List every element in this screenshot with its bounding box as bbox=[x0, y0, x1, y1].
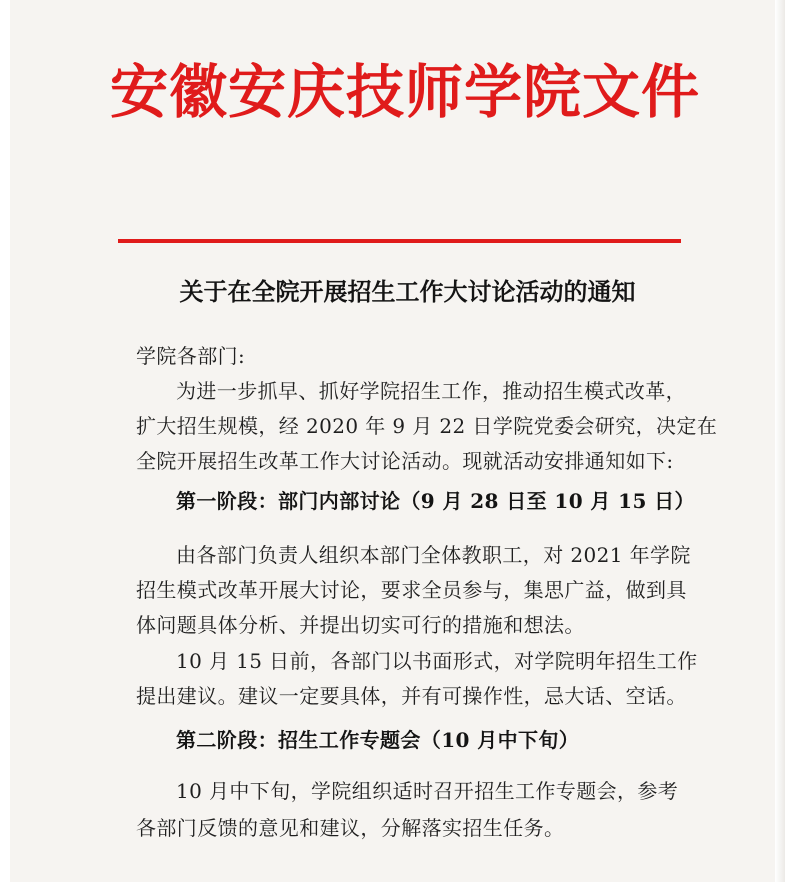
notice-title: 关于在全院开展招生工作大讨论活动的通知 bbox=[179, 277, 636, 306]
stage1-para1-line-3: 体问题具体分析、并提出切实可行的措施和想法。 bbox=[136, 613, 585, 637]
document-page bbox=[10, 0, 785, 882]
stage1-para1-line-2: 招生模式改革开展大讨论，要求全员参与，集思广益，做到具 bbox=[136, 578, 687, 602]
stage2-para-line-1: 10 月中下旬，学院组织适时召开招生工作专题会，参考 bbox=[176, 779, 679, 803]
intro-line-2: 扩大招生规模，经 2020 年 9 月 22 日学院党委会研究，决定在 bbox=[136, 414, 718, 438]
stage1-para2-line-1: 10 月 15 日前，各部门以书面形式，对学院明年招生工作 bbox=[176, 649, 698, 673]
page-edge-shadow bbox=[775, 0, 785, 882]
stage1-para1-line-1: 由各部门负责人组织本部门全体教职工，对 2021 年学院 bbox=[176, 543, 691, 567]
stage1-heading: 第一阶段：部门内部讨论（9 月 28 日至 10 月 15 日） bbox=[176, 489, 695, 513]
red-divider-rule bbox=[118, 239, 681, 243]
intro-line-3: 全院开展招生改革工作大讨论活动。现就活动安排通知如下: bbox=[136, 449, 674, 473]
stage2-para-line-2: 各部门反馈的意见和建议，分解落实招生任务。 bbox=[136, 816, 565, 840]
stage2-heading: 第二阶段：招生工作专题会（10 月中下旬） bbox=[176, 728, 580, 752]
intro-line-1: 为进一步抓早、抓好学院招生工作，推动招生模式改革， bbox=[176, 379, 686, 403]
document-header-title: 安徽安庆技师学院文件 bbox=[110, 58, 701, 126]
stage1-para2-line-2: 提出建议。建议一定要具体，并有可操作性，忌大话、空话。 bbox=[136, 684, 687, 708]
salutation: 学院各部门: bbox=[136, 344, 246, 368]
